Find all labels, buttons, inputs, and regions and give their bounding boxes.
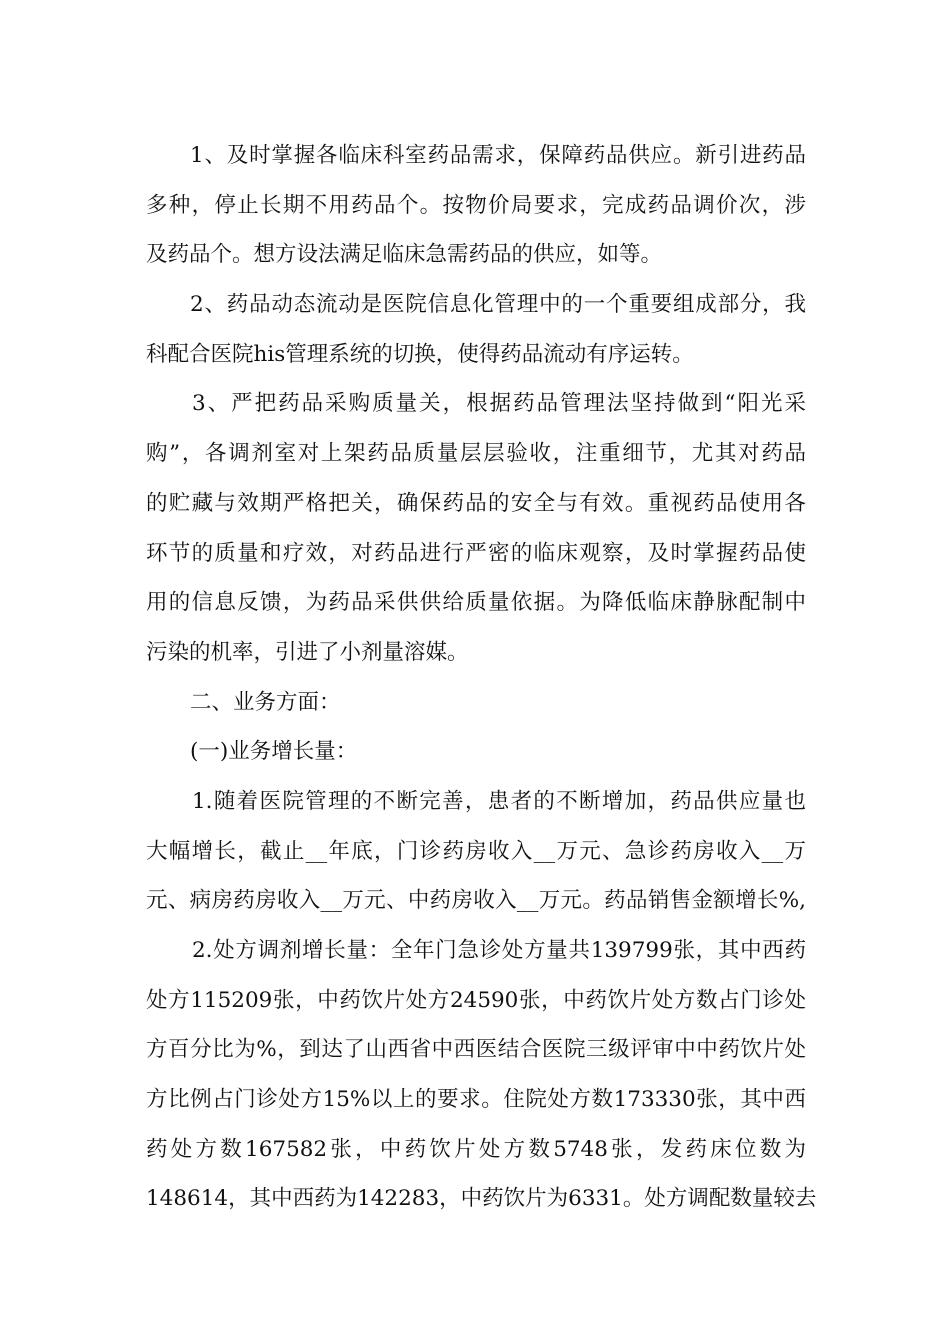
paragraph-5-line-6: 148614，其中西药为142283，中药饮片为6331。处方调配数量较去 — [146, 1186, 817, 1212]
paragraph-2-line-2: 科配合医院his管理系统的切换，使得药品流动有序运转。 — [146, 341, 694, 367]
document-body — [146, 131, 817, 1224]
paragraph-3-line-2: 购”，各调剂室对上架药品质量层层验收，注重细节，尤其对药品 — [146, 441, 806, 467]
paragraph-3-line-6: 污染的机率，引进了小剂量溶媒。 — [146, 639, 469, 665]
paragraph-1-line-1: 1、及时掌握各临床科室药品需求，保障药品供应。新引进药品 — [190, 143, 806, 168]
paragraph-1-line-3: 及药品个。想方设法满足临床急需药品的供应，如等。 — [146, 242, 663, 268]
paragraph-1-line-2: 多种，停止长期不用药品个。按物价局要求，完成药品调价次，涉 — [146, 192, 806, 218]
paragraph-5-line-3: 方百分比为%，到达了山西省中西医结合医院三级评审中中药饮片处 — [146, 1037, 806, 1063]
paragraph-5-line-2: 处方115209张，中药饮片处方24590张，中药饮片处方数占门诊处 — [146, 987, 806, 1013]
subsection-heading-growth: (一)业务增长量： — [190, 739, 358, 765]
paragraph-5-line-5: 药处方数167582张，中药饮片处方数5748张，发药床位数为 — [146, 1136, 806, 1162]
paragraph-3-line-5: 用的信息反馈，为药品采供供给质量依据。为降低临床静脉配制中 — [146, 590, 806, 616]
paragraph-5-line-4: 方比例占门诊处方15%以上的要求。住院处方数173330张，其中西 — [146, 1087, 806, 1113]
paragraph-4-line-1: 1.随着医院管理的不断完善，患者的不断增加，药品供应量也 — [192, 788, 806, 814]
paragraph-3-line-1: 3、严把药品采购质量关，根据药品管理法坚持做到“阳光采 — [192, 391, 806, 417]
paragraph-5-line-1: 2.处方调剂增长量：全年门急诊处方量共139799张，其中西药 — [192, 938, 806, 963]
paragraph-3-line-3: 的贮藏与效期严格把关，确保药品的安全与有效。重视药品使用各 — [146, 490, 806, 516]
paragraph-3-line-4: 环节的质量和疗效，对药品进行严密的临床观察，及时掌握药品使 — [146, 540, 806, 566]
paragraph-4-line-2: 大幅增长，截止__年底，门诊药房收入__万元、急诊药房收入__万 — [146, 838, 806, 864]
paragraph-4-line-3: 元、病房药房收入__万元、中药房收入__万元。药品销售金额增长%, — [146, 888, 806, 914]
paragraph-2-line-1: 2、药品动态流动是医院信息化管理中的一个重要组成部分，我 — [190, 292, 806, 318]
section-heading-business: 二、业务方面： — [190, 689, 341, 715]
